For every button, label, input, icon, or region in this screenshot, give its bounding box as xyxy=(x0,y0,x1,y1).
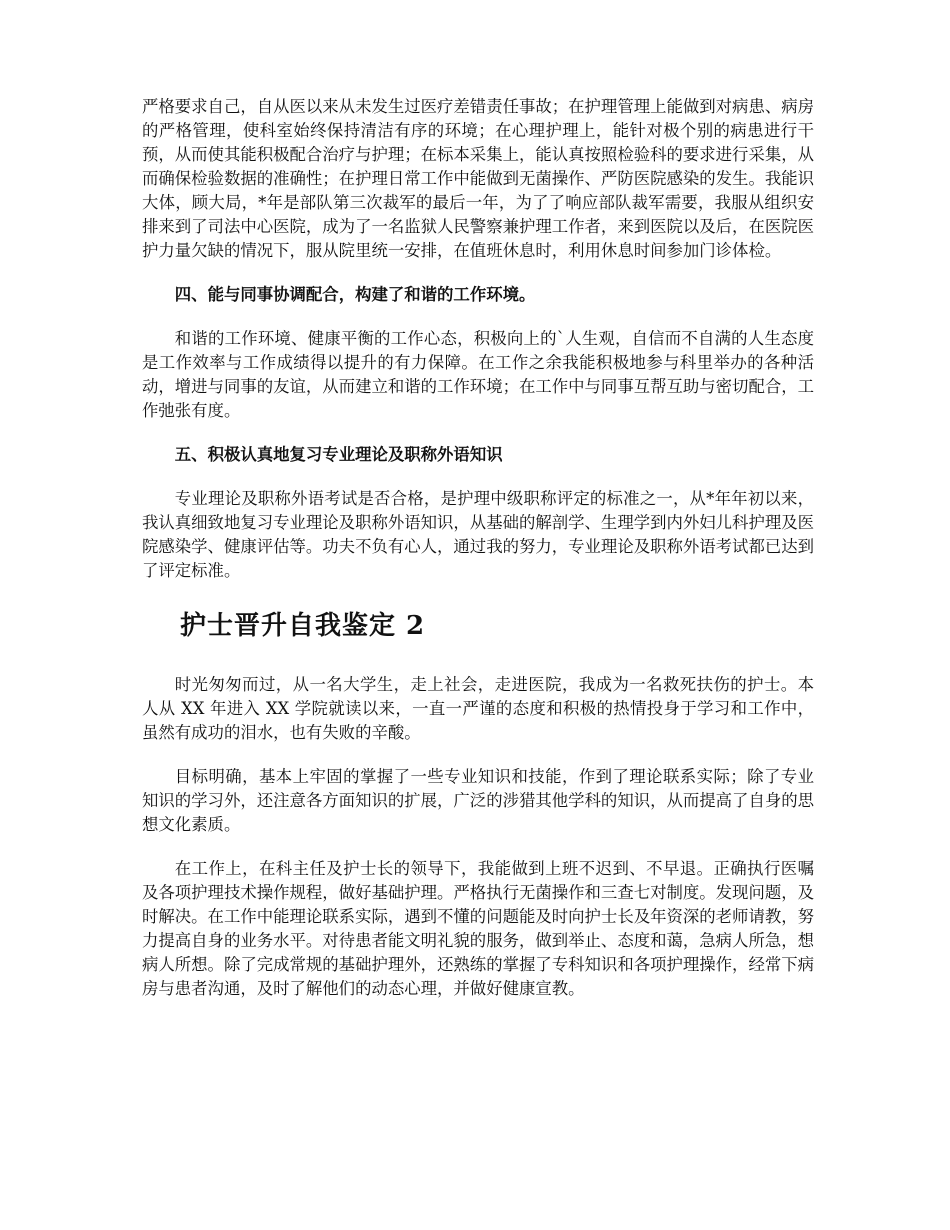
paragraph-work: 在工作上，在科主任及护士长的领导下，我能做到上班不迟到、不早退。正确执行医嘱及各项护理技术操作规程，做好基础护理。严格执行无菌操作和三查七对制度。发现问题，及时解决。在工作中能理论联系实际，遇到不懂的问题能及时向护士长及年资深的老师请教，努力提高自身的业务水平。对待患者能文明礼貌的服务，做到举止、态度和蔼，急病人所急，想病人所想。除了完成常规的基础护理外，还熟练的掌握了专科知识和各项护理操作，经常下病房与患者沟通，及时了解他们的动态心理，并做好健康宣教。 xyxy=(142,859,815,998)
paragraph-intro: 时光匆匆而过，从一名大学生，走上社会，走进医院，我成为一名救死扶伤的护士。本人从 XX 年进入 XX 学院就读以来，一直一严谨的态度和积极的热情投身于学习和工作中，虽然有成功的泪水，也有失败的辛酸。 xyxy=(142,675,814,742)
document-title: 护士晋升自我鉴定 2 xyxy=(180,611,426,641)
document-page xyxy=(142,95,814,1001)
section-heading-four: 四、能与同事协调配合，构建了和谐的工作环境。 xyxy=(174,285,536,304)
paragraph-harmony: 和谐的工作环境、健康平衡的工作心态，积极向上的`人生观，自信而不自满的人生态度是工作效率与工作成绩得以提升的有力保障。在工作之余我能积极地参与科里举办的各种活动，增进与同事的友谊，从而建立和谐的工作环境；在工作中与同事互帮互助与密切配合，工作弛张有度。 xyxy=(142,329,815,420)
paragraph-study: 目标明确，基本上牢固的掌握了一些专业知识和技能，作到了理论联系实际；除了专业知识的学习外，还注意各方面知识的扩展，广泛的涉猎其他学科的知识，从而提高了自身的思想文化素质。 xyxy=(142,767,815,834)
section-heading-five: 五、积极认真地复习专业理论及职称外语知识 xyxy=(174,445,503,464)
paragraph-exam-prep: 专业理论及职称外语考试是否合格，是护理中级职称评定的标准之一，从*年年初以来，我认真细致地复习专业理论及职称外语知识，从基础的解剖学、生理学到内外妇儿科护理及医院感染学、健康评估等。功夫不负有心人，通过我的努力，专业理论及职称外语考试都已达到了评定标准。 xyxy=(142,489,815,580)
paragraph-self-discipline: 严格要求自己，自从医以来从未发生过医疗差错责任事故；在护理管理上能做到对病患、病房的严格管理，使科室始终保持清洁有序的环境；在心理护理上，能针对极个别的病患进行干预，从而使其能积极配合治疗与护理；在标本采集上，能认真按照检验科的要求进行采集，从而确保检验数据的准确性；在护理日常工作中能做到无菌操作、严防医院感染的发生。我能识大体，顾大局，*年是部队第三次裁军的最后一年，为了了响应部队裁军需要，我服从组织安排来到了司法中心医院，成为了一名监狱人民警察兼护理工作者，来到医院以及后，在医院医护力量欠缺的情况下，服从院里统一安排，在值班休息时，利用休息时间参加门诊体检。 xyxy=(142,97,815,260)
